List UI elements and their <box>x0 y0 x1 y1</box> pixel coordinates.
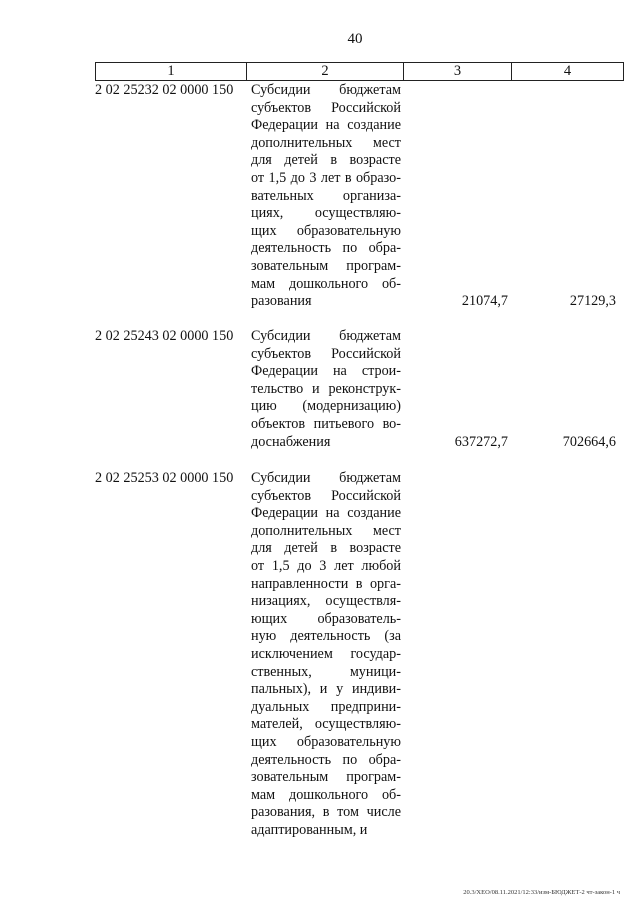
description-line: Федерации на создание <box>251 505 401 522</box>
row-code: 2 02 25232 02 0000 150 <box>95 82 234 98</box>
description-line: направленности в орга- <box>251 575 401 592</box>
column-header-4: 4 <box>512 63 624 81</box>
description-line: адаптированным, и <box>251 821 368 838</box>
description-line: от 1,5 до 3 лет любой <box>251 557 401 574</box>
description-line: Субсидии бюджетам <box>251 470 401 486</box>
description-line: от 1,5 до 3 лет в образо- <box>251 169 401 186</box>
document-footer: 20.3/ХЕО/08.11.2021/12:33/изм-БЮДЖЕТ-2 чт-закон-1 ч <box>463 889 620 896</box>
column-header-2: 2 <box>247 63 404 81</box>
row-description <box>251 470 401 839</box>
description-line: дополнительных мест <box>251 134 401 151</box>
description-line: ющих образователь- <box>251 610 401 627</box>
description-line: Федерации на строи- <box>251 363 401 380</box>
description-line: мателей, осуществляю- <box>251 716 401 733</box>
description-line: циях, осуществляю- <box>251 205 401 222</box>
description-line: дуальных предприни- <box>251 698 401 715</box>
description-line: Субсидии бюджетам <box>251 328 401 344</box>
description-line: Федерации на создание <box>251 117 401 134</box>
row-value-col4: 702664,6 <box>562 434 616 450</box>
description-line: субъектов Российской <box>251 99 401 116</box>
description-line: тельство и реконструк- <box>251 380 401 397</box>
description-line: субъектов Российской <box>251 345 401 362</box>
description-line: щих образовательную <box>251 733 401 750</box>
description-line: исключением государ- <box>251 645 401 662</box>
description-line: субъектов Российской <box>251 487 401 504</box>
row-value-col4: 27129,3 <box>569 293 616 309</box>
description-line: мам дошкольного об- <box>251 786 401 803</box>
row-code: 2 02 25243 02 0000 150 <box>95 328 234 344</box>
column-header-1: 1 <box>96 63 247 81</box>
description-line: Субсидии бюджетам <box>251 82 401 98</box>
row-code: 2 02 25253 02 0000 150 <box>95 470 234 486</box>
description-line: мам дошкольного об- <box>251 275 401 292</box>
row-description <box>251 328 401 451</box>
description-line: низациях, осуществля- <box>251 593 401 610</box>
description-line: вательных организа- <box>251 187 401 204</box>
column-header-row <box>95 62 624 81</box>
description-line: зовательным програм- <box>251 257 401 274</box>
row-value-col3: 637272,7 <box>454 434 508 450</box>
description-line: пальных), и у индиви- <box>251 681 401 698</box>
description-line: деятельность по обра- <box>251 751 401 768</box>
description-line: ную деятельность (за <box>251 628 401 645</box>
description-line: ственных, муници- <box>251 663 401 680</box>
page-number: 40 <box>347 31 363 47</box>
description-line: дополнительных мест <box>251 522 401 539</box>
column-header-3: 3 <box>404 63 512 81</box>
description-line: объектов питьевого во- <box>251 415 401 432</box>
row-value-col3: 21074,7 <box>461 293 508 309</box>
description-line: для детей в возрасте <box>251 152 401 169</box>
description-line: доснабжения <box>251 433 331 450</box>
description-line: зовательным програм- <box>251 769 401 786</box>
description-line: разования <box>251 293 312 310</box>
description-line: разования, в том числе <box>251 804 401 821</box>
row-description <box>251 82 401 311</box>
description-line: для детей в возрасте <box>251 540 401 557</box>
description-line: цию (модернизацию) <box>251 398 401 415</box>
description-line: деятельность по обра- <box>251 240 401 257</box>
description-line: щих образовательную <box>251 222 401 239</box>
